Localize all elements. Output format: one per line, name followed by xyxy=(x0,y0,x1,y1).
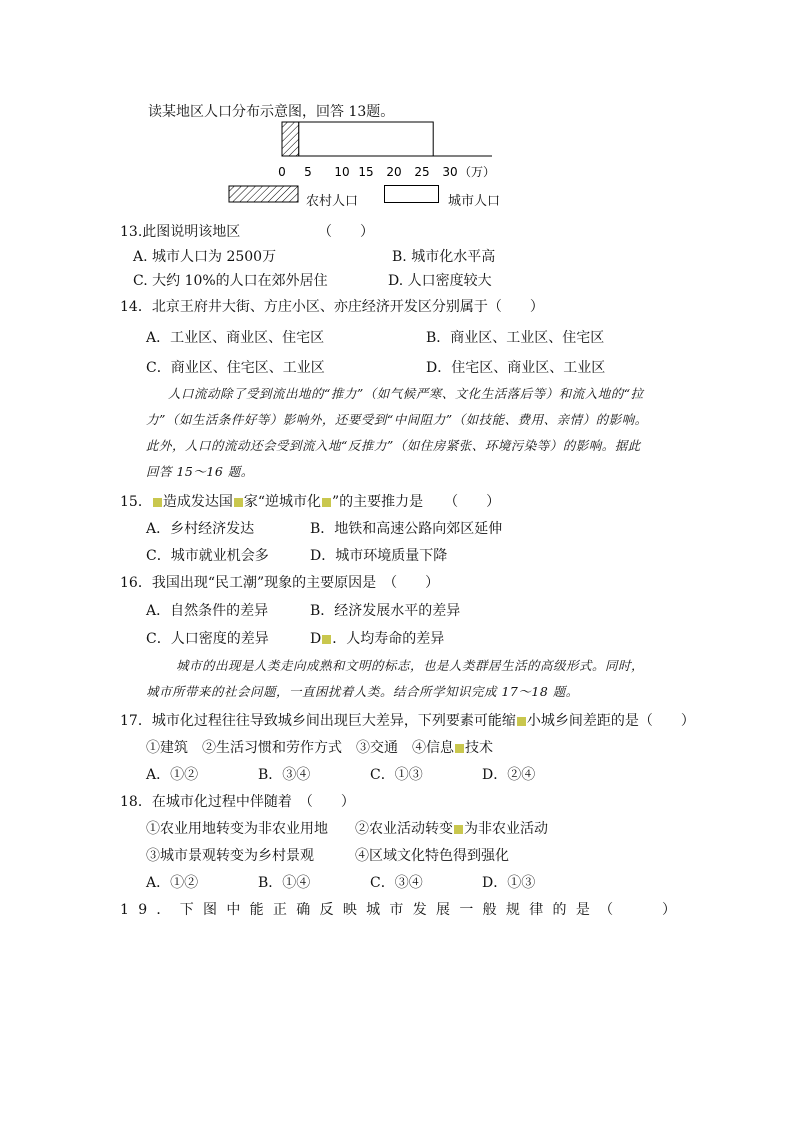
passage2-line1: 城市的出现是人类走向成熟和文明的标志，也是人类群居生活的高级形式。同时， xyxy=(176,658,645,673)
q14-option-b: B．商业区、工业区、住宅区 xyxy=(426,330,605,346)
q15-option-c: C．城市就业机会多 xyxy=(146,548,269,564)
highlight-mark xyxy=(454,825,463,834)
q13-option-b: B. 城市化水平高 xyxy=(392,249,496,265)
q18-option-b: B．①④ xyxy=(258,875,311,891)
bar-rural xyxy=(282,122,299,156)
q15-stem: 15． 造成发达国 家“逆城市化 ”的主要推力是 （ ） xyxy=(120,494,501,510)
tick-label: 30 xyxy=(442,165,458,179)
q17-items: ①建筑 ②生活习惯和劳作方式 ③交通 ④信息 技术 xyxy=(146,740,493,756)
q13-option-d: D. 人口密度较大 xyxy=(388,273,492,289)
q14-option-c: C．商业区、住宅区、工业区 xyxy=(146,360,325,376)
highlight-mark xyxy=(455,744,464,753)
q14-stem: 14．北京王府井大街、方庄小区、亦庄经济开发区分别属于（ ） xyxy=(120,299,544,315)
q18-item-4: ④区域文化特色得到强化 xyxy=(355,848,509,864)
highlight-mark xyxy=(322,635,331,644)
figure-intro: 读某地区人口分布示意图，回答 13题。 xyxy=(148,104,395,120)
legend-rural-swatch xyxy=(228,185,300,203)
q17-option-c: C．①③ xyxy=(370,767,423,783)
legend-rural-label: 农村人口 xyxy=(306,194,359,209)
q15-option-a: A．乡村经济发达 xyxy=(146,521,255,537)
passage2-line2: 城市所带来的社会问题，一直困扰着人类。结合所学知识完成 17～18 题。 xyxy=(146,684,579,699)
q13-option-a: A. 城市人口为 2500万 xyxy=(133,249,277,265)
q17-option-a: A．①② xyxy=(146,767,199,783)
q16-option-a: A．自然条件的差异 xyxy=(146,603,269,619)
q13-option-c: C. 大约 10%的人口在郊外居住 xyxy=(133,273,328,289)
passage1-line3: 此外，人口的流动还会受到流入地“反推力”（如住房紧张、环境污染等）的影响。据此 xyxy=(146,438,641,453)
q13-bracket: （ ） xyxy=(318,224,374,240)
tick-label: 25 xyxy=(414,165,430,179)
tick-label: 0 xyxy=(278,165,286,179)
q16-stem: 16．我国出现“民工潮”现象的主要原因是 （ ） xyxy=(120,575,440,591)
passage1-line4: 回答 15～16 题。 xyxy=(146,464,254,479)
q14-option-d: D．住宅区、商业区、工业区 xyxy=(426,360,606,376)
q18-item-3: ③城市景观转变为乡村景观 xyxy=(146,848,314,864)
passage1-line1: 人口流动除了受到流出地的“推力”（如气候严寒、文化生活落后等）和流入地的“拉 xyxy=(168,386,644,401)
q14-option-a: A．工业区、商业区、住宅区 xyxy=(146,330,325,346)
bar-urban xyxy=(299,122,433,156)
q17-stem: 17．城市化过程往往导致城乡间出现巨大差异，下列要素可能缩 小城乡间差距的是（ ） xyxy=(120,713,695,729)
legend-urban-swatch xyxy=(384,185,439,203)
highlight-mark xyxy=(234,498,243,507)
q18-option-a: A．①② xyxy=(146,875,199,891)
q13-stem: 13.此图说明该地区 xyxy=(120,224,241,240)
q16-option-c: C．人口密度的差异 xyxy=(146,631,269,647)
tick-label: （万） xyxy=(459,165,496,179)
q15-option-b: B．地铁和高速公路向郊区延伸 xyxy=(310,521,503,537)
highlight-mark xyxy=(322,498,331,507)
tick-label: 10 xyxy=(334,165,350,179)
q19-close: ） xyxy=(662,902,676,918)
tick-label: 5 xyxy=(304,165,312,179)
q17-option-d: D．②④ xyxy=(482,767,536,783)
tick-label: 15 xyxy=(358,165,374,179)
q17-option-b: B．③④ xyxy=(258,767,311,783)
legend-urban-label: 城市人口 xyxy=(448,194,501,209)
q18-item-1: ①农业用地转变为非农业用地 xyxy=(146,821,328,837)
q18-option-d: D．①③ xyxy=(482,875,536,891)
highlight-mark xyxy=(153,498,162,507)
q16-option-d: D ．人均寿命的差异 xyxy=(310,631,445,647)
highlight-mark xyxy=(517,717,526,726)
q18-stem: 18．在城市化过程中伴随着 （ ） xyxy=(120,794,355,810)
q18-option-c: C．③④ xyxy=(370,875,423,891)
q16-option-b: B．经济发展水平的差异 xyxy=(310,603,461,619)
q19-stem: 19．下图中能正确反映城市发展一般规律的是（ xyxy=(120,902,623,918)
tick-label: 20 xyxy=(386,165,402,179)
q15-option-d: D．城市环境质量下降 xyxy=(310,548,448,564)
q18-item-2: ②农业活动转变 为非农业活动 xyxy=(355,821,548,837)
passage1-line2: 力”（如生活条件好等）影响外，还要受到“中间阻力”（如技能、费用、亲情）的影响。 xyxy=(146,412,648,427)
